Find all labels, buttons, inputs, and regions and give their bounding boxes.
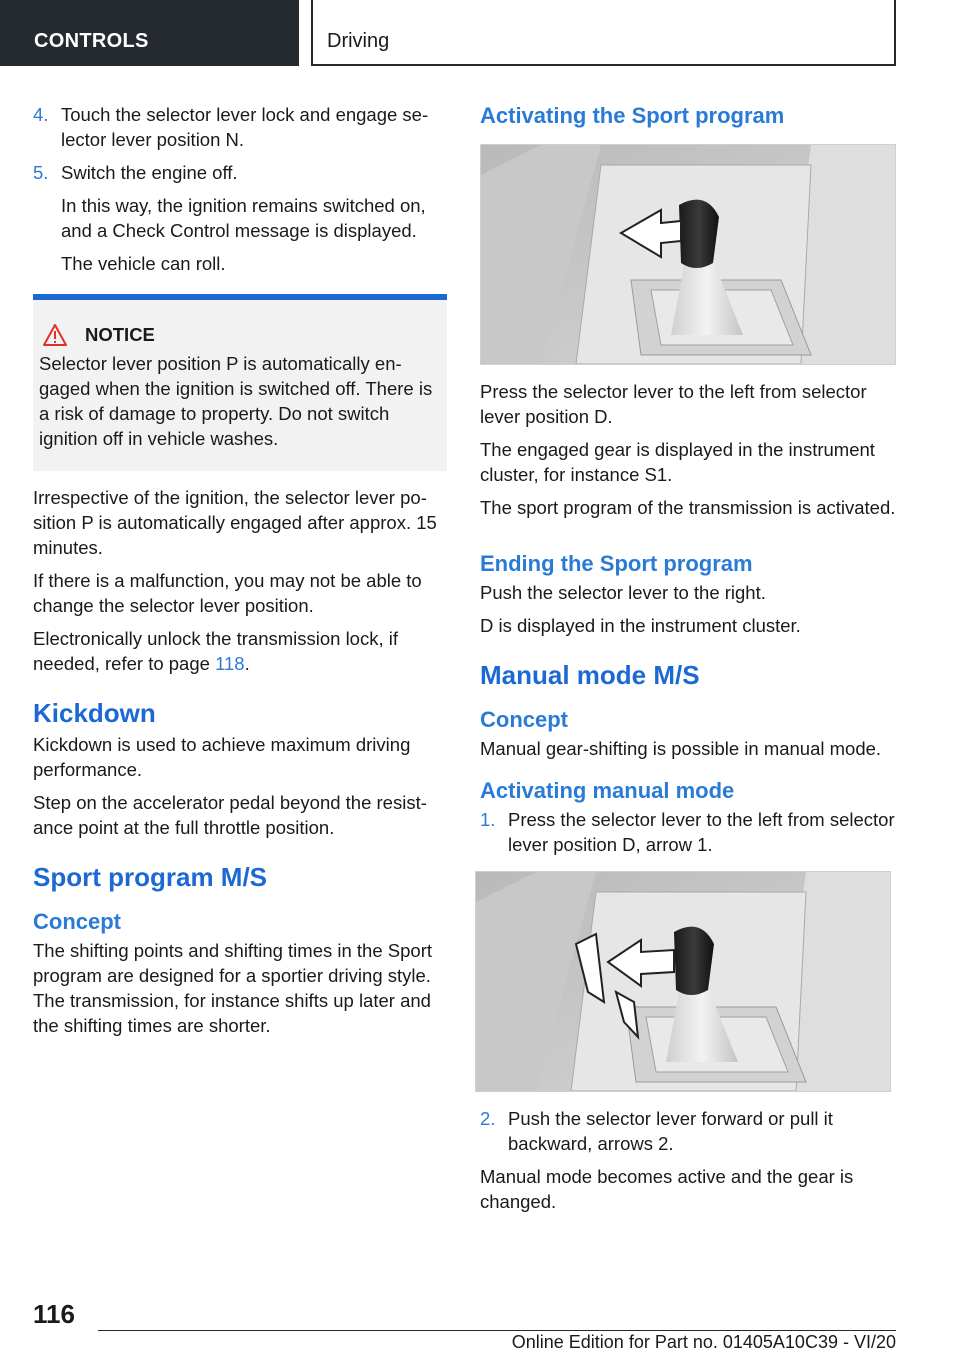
paragraph: Manual gear-shifting is possible in manual mode.: [480, 738, 882, 759]
notice-title: NOTICE: [85, 324, 155, 345]
ending-sport-heading: Ending the Sport program: [480, 551, 753, 576]
step-5: [33, 160, 447, 276]
step-text: The vehicle can roll.: [61, 253, 226, 274]
paragraph: Manual mode becomes active and the gear is changed.: [480, 1166, 854, 1212]
step-4: [33, 102, 447, 152]
step-text: Press the selector lever to the left from selector lever position D, arrow 1.: [508, 809, 895, 855]
paragraph: Push the selector lever to the right.: [480, 582, 766, 603]
step-number: 1.: [480, 809, 496, 830]
step-number: 2.: [480, 1108, 496, 1129]
activating-manual-heading: Activating manual mode: [480, 778, 735, 803]
step-number: 4.: [33, 104, 49, 125]
step-text: Push the selector lever forward or pull it backward, arrows 2.: [508, 1108, 833, 1154]
page-link[interactable]: 118: [215, 653, 245, 674]
selector-lever-figure-sport: [480, 144, 896, 365]
step-text: In this way, the ignition remains switched on, and a Check Control message is displayed.: [61, 195, 426, 241]
topic-title: Driving: [311, 0, 896, 66]
page-header: [0, 0, 960, 66]
step-1: [480, 807, 896, 857]
manual-mode-heading: Manual mode M/S: [480, 660, 700, 690]
paragraph: Step on the accelerator pedal beyond the resistance point at the full throttle position.: [33, 792, 427, 838]
kickdown-heading: Kickdown: [33, 698, 156, 728]
paragraph: If there is a malfunction, you may not be able to change the selector lever position.: [33, 570, 422, 616]
concept-heading: Concept: [480, 707, 568, 732]
selector-lever-illustration: [481, 145, 895, 364]
paragraph: Press the selector lever to the left from selector lever position D.: [480, 381, 867, 427]
paragraph: The sport program of the transmission is activated.: [480, 497, 896, 518]
page-number: 116: [33, 1299, 75, 1329]
selector-lever-figure-manual: [475, 871, 891, 1092]
paragraph: Kickdown is used to achieve maximum driving performance.: [33, 734, 411, 780]
manual-mode-illustration: [476, 872, 890, 1091]
step-number: 5.: [33, 162, 49, 183]
activating-sport-heading: Activating the Sport program: [480, 103, 785, 128]
right-column: [480, 102, 896, 1222]
warning-icon: [43, 324, 67, 346]
section-title: CONTROLS: [0, 0, 299, 66]
edition-text: Online Edition for Part no. 01405A10C39 - VI/20: [511, 1332, 896, 1352]
step-text: Touch the selector lever lock and engage selector lever position N.: [61, 104, 429, 150]
paragraph: The engaged gear is displayed in the instrument cluster, for instance S1.: [480, 439, 875, 485]
paragraph: Irrespective of the ignition, the selector lever position P is automatically engaged after approx. 15 minutes.: [33, 487, 437, 558]
paragraph: The shifting points and shifting times in the Sport program are designed for a sportier driving style. The transmission, for instance shifts up later and the shifting times are shorter.: [33, 940, 432, 1036]
step-text: Switch the engine off.: [61, 162, 238, 183]
paragraph: D is displayed in the instrument cluster.: [480, 615, 801, 636]
sport-program-heading: Sport program M/S: [33, 862, 268, 892]
footer-divider: [98, 1330, 896, 1331]
notice-text: Selector lever position P is automatically engaged when the ignition is switched off. There is a risk of damage to property. Do not switch ignition off in vehicle washes.: [39, 353, 433, 449]
step-2: [480, 1106, 896, 1156]
paragraph: Electronically unlock the transmission lock, if needed, refer to page 118.: [33, 628, 399, 674]
left-column: [33, 102, 447, 1046]
concept-heading: Concept: [33, 909, 121, 934]
notice-box: [33, 294, 447, 471]
